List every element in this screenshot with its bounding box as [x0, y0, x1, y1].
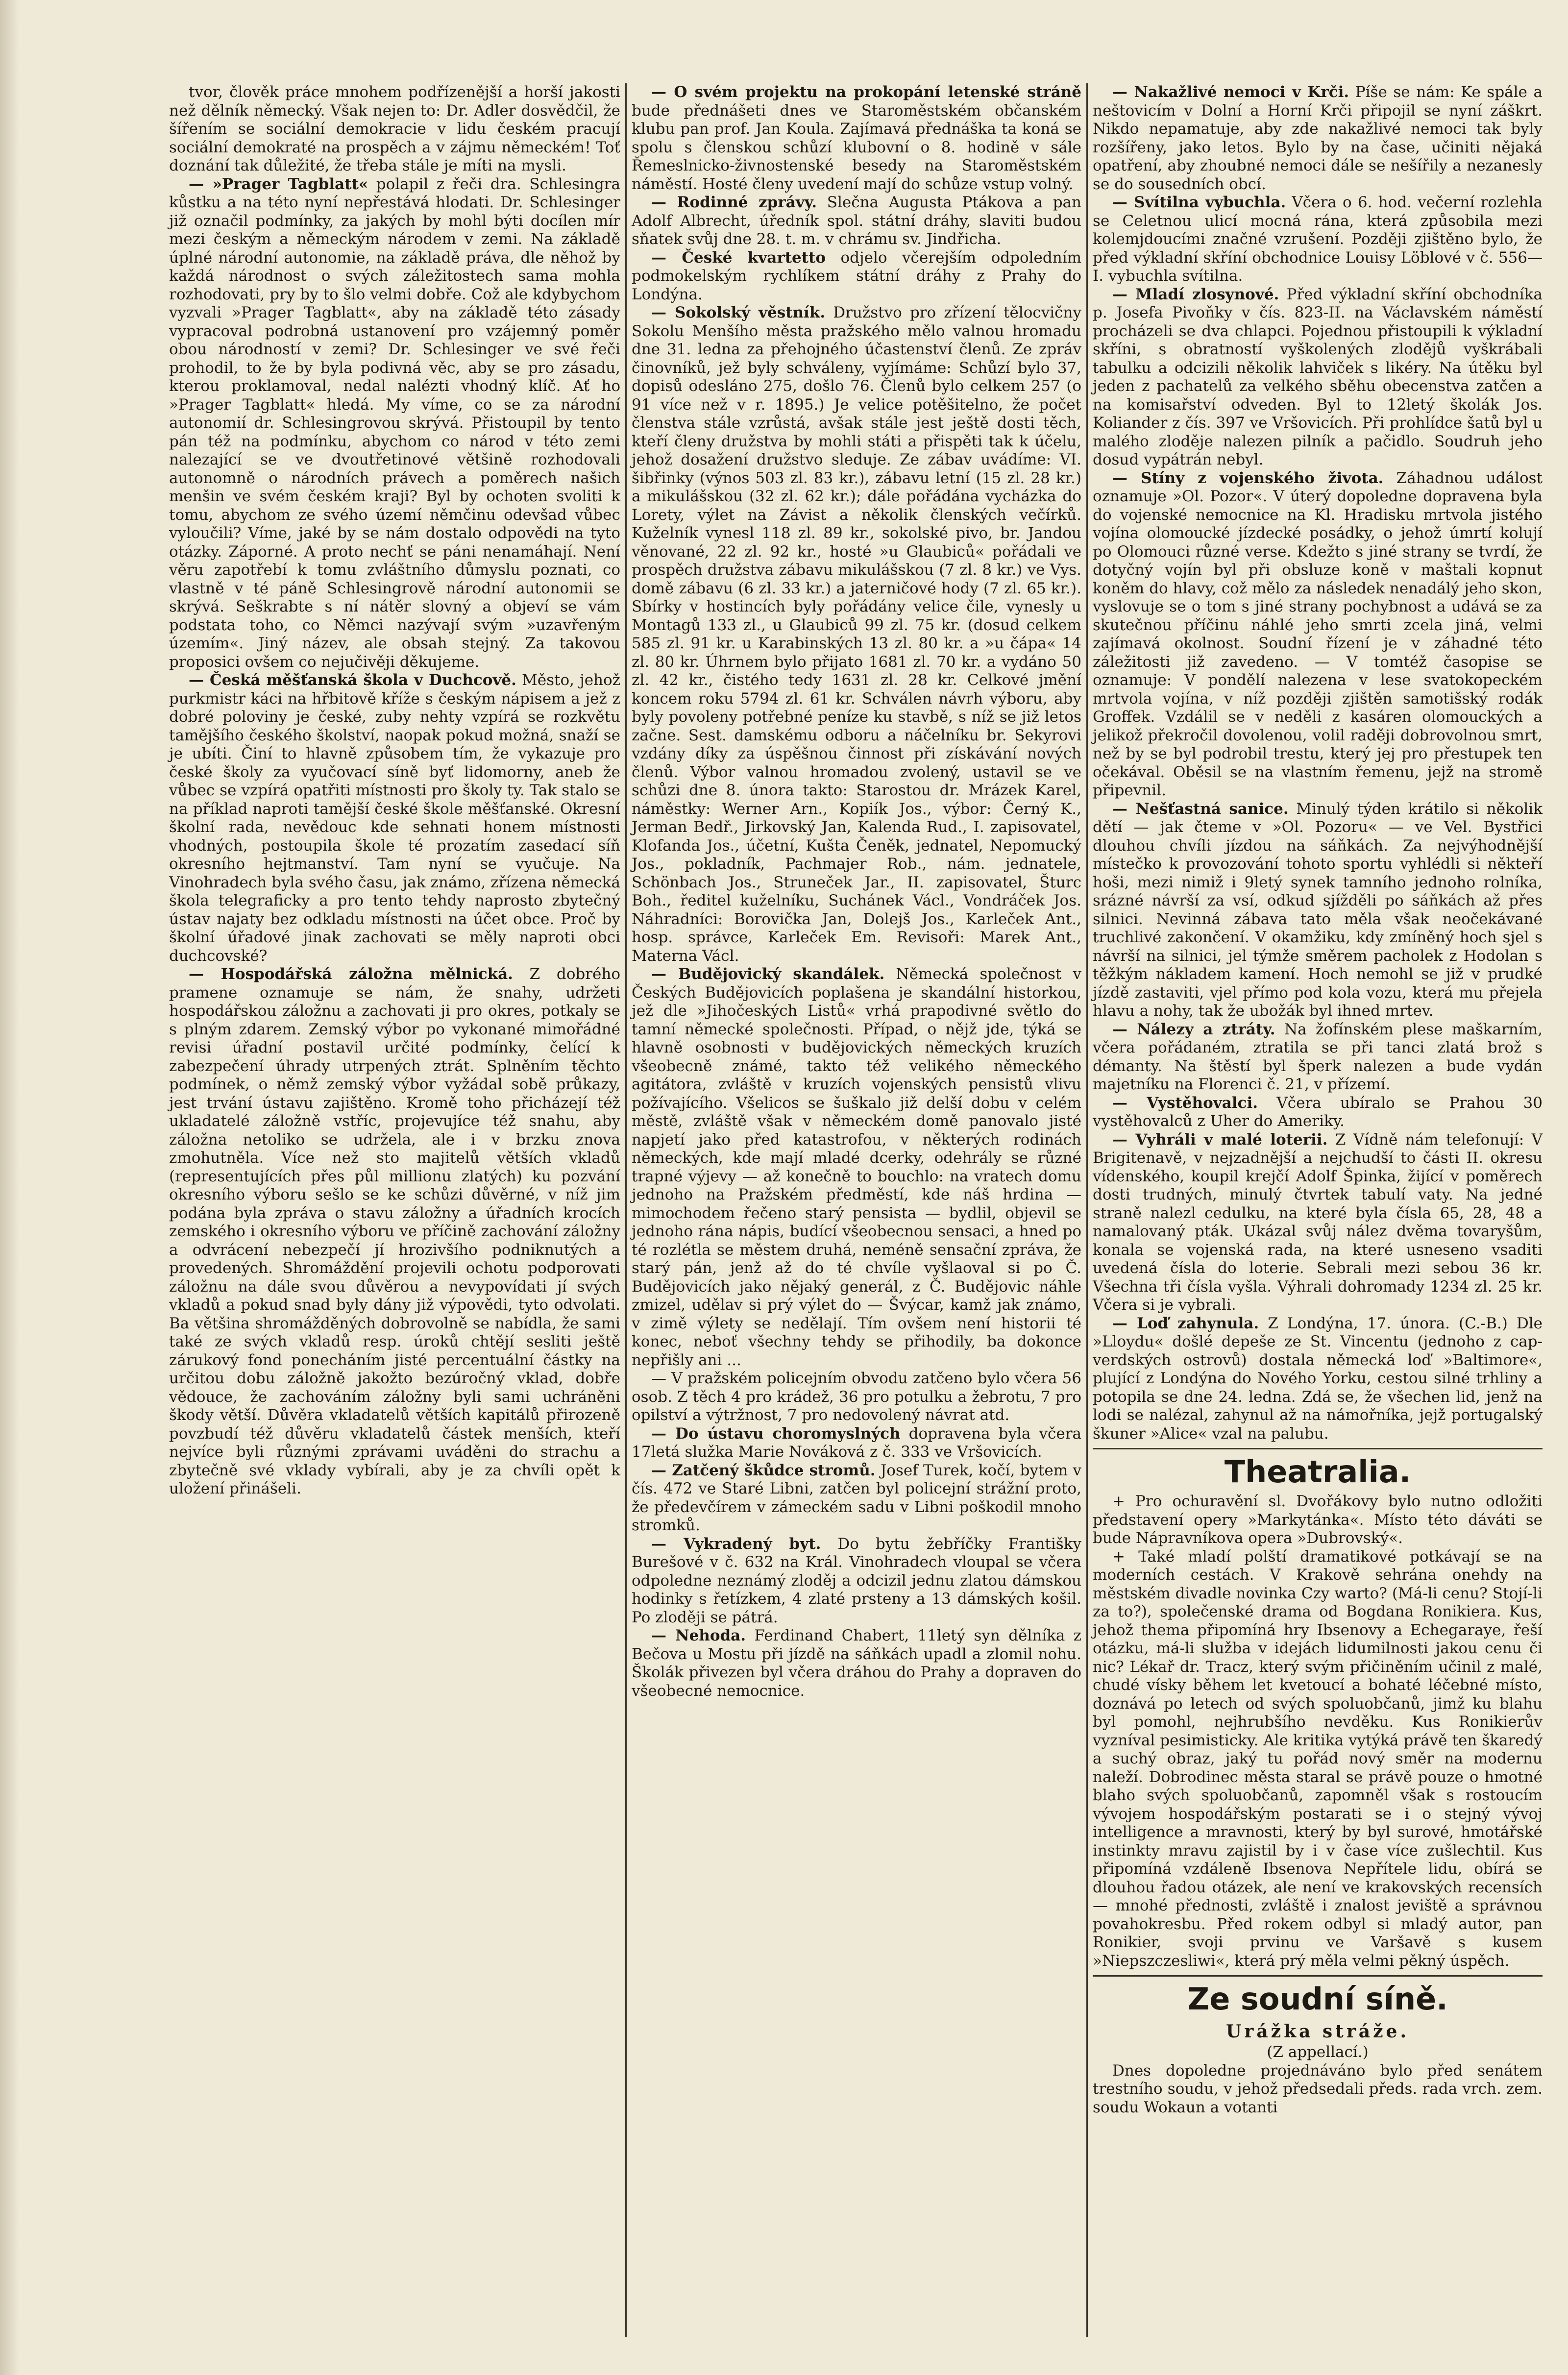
- article-paragraph: [632, 965, 1081, 1370]
- article-headline: — Vystěhovalci.: [1112, 1094, 1258, 1112]
- article-paragraph: [169, 175, 620, 672]
- article-headline: — O svém projektu na prokopání letenské stráně: [651, 83, 1081, 101]
- article-paragraph: [1093, 469, 1543, 800]
- article-paragraph: [169, 83, 620, 175]
- article-paragraph: [1093, 83, 1543, 194]
- article-text: Záhadnou událost oznamuje »Ol. Pozor«. V úterý dopoledne dopravena byla do vojenské nemocnice na Kl. Hradisku mrtvola jistého vojína olomoucké jízdecké posádky, o jehož úmrtí kolují po Olomouci různé verse. Kdežto s jiné strany se tvrdí, že dotyčný vojín byl při obsluze koně v maštali kopnut koněm do hlavy, což mělo za následek nenadálý jeho skon, vyslovuje se o tom s jiné strany pochybnost a udává se za skutečnou příčinu náhlé jeho smrti zcela jiná, velmi zajímavá okolnost. Soudní řízení je v záhadné této záležitosti již zavedeno. — V tomtéž časopise se oznamuje: V pondělí nalezena v lese svatokopeckém mrtvola vojína, v níž později zjištěn samotišský rodák Groffek. Vzdálil se v neděli z kasáren olomouckých a jelikož překročil dovolenou, volil raději dobrovolnou smrt, než by se byl podrobil trestu, který jej pro přestupek ten očekával. Oběsil se na vlastním řemenu, jejž na stromě připevnil.: [1093, 469, 1543, 799]
- article-headline: — Loď zahynula.: [1112, 1314, 1259, 1332]
- article-headline: — Rodinné zprávy.: [651, 194, 817, 211]
- article-headline: — Do ústavu choromyslných: [651, 1424, 901, 1443]
- article-text: Na žofínském plese maškarním, včera pořádaném, ztratila se při tanci zlatá brož s démanty. Na štěstí byl šperk nalezen a bude vydán majetníku na Florenci č. 21, v přízemí.: [1093, 1020, 1543, 1093]
- article-paragraph: [632, 83, 1081, 194]
- article-text: + Pro ochuravění sl. Dvořákovy bylo nutno odložiti představení opery »Markytánka«. Místo této dáváti se bude Nápravníkova opera »Dubrovský«.: [1093, 1493, 1543, 1547]
- theatre-items: [1093, 1493, 1543, 1970]
- article-headline: — Stíny z vojenského života.: [1112, 469, 1384, 487]
- article-text: Slečna Augusta Ptákova a pan Adolf Albrecht, úředník spol. státní dráhy, slaviti budou sňatek svůj dne 28. t. m. v chrámu sv. Jindřicha.: [632, 194, 1081, 248]
- article-headline: — Nakažlivé nemoci v Krči.: [1112, 83, 1349, 101]
- article-headline: — Svítilna vybuchla.: [1112, 194, 1286, 211]
- article-text: tvor, člověk práce mnohem podřízenější a horší jakosti než dělník německý. Však nejen to: Dr. Adler dosvědčil, že šířením se sociální demokracie v lidu českém pracují sociální demokraté na prospěch a v zájmu německém! Toť doznání tak důležité, že třeba stále je míti na mysli.: [169, 83, 620, 174]
- column-left: [164, 83, 625, 2337]
- article-paragraph: Dnes dopoledne projednáváno bylo před senátem trestního soudu, v jehož předsedali předs. rada vrch. zem. soudu Wokaun a votanti: [1093, 2061, 1543, 2116]
- article-paragraph: [169, 671, 620, 965]
- article-text: Včera ubíralo se Prahou 30 vystěhovalců z Uher do Ameriky.: [1093, 1094, 1543, 1130]
- article-headline: — »Prager Tagblatt«: [189, 175, 368, 193]
- article-headline: — Nehoda.: [651, 1627, 746, 1644]
- court-subheading: Urážka stráže.: [1225, 2021, 1409, 2042]
- article-headline: — Budějovický skandálek.: [651, 965, 885, 983]
- article-paragraph: [1093, 1021, 1543, 1094]
- article-paragraph: [1093, 194, 1543, 286]
- article-headline: — Hospodářská záložna mělnická.: [189, 965, 513, 983]
- article-paragraph: [1093, 1315, 1543, 1444]
- article-paragraph: [1093, 1493, 1543, 1548]
- article-text: Z Londýna, 17. února. (C.-B.) Dle »Lloydu« došlé depeše ze St. Vincentu (jednoho z cap-verdských ostrovů) dostala německá loď »Baltimore«, plující z Londýna do Nového Yorku, cestou silné trhliny a potopila se dne 24. ledna. Zdá se, že všechen lid, jenž na lodi se nalézal, zahynul až na námořníka, jejž portugalský škuner »Alice« vzal na palubu.: [1093, 1314, 1543, 1443]
- article-paragraph: [632, 304, 1081, 965]
- article-paragraph: [1093, 1548, 1543, 1971]
- article-text: Před výkladní skříní obchodníka p. Josefa Pivoňky v čís. 823-II. na Václavském náměstí procházeli se dva chlapci. Pojednou přistoupili k výkladní skříni, s obratností vyškolených zlodějů vyškrábali tabulku a odcizili několik lahviček s likéry. Na útěku byl jeden z pachatelů za velkého sběhu obecenstva zatčen a na komisařství odveden. Byl to 12letý školák Jos. Koliander z čís. 397 ve Vršovicích. Při prohlídce šatů byl u malého zloděje nalezen pilník a pačidlo. Soudruh jeho dosud vypátrán nebyl.: [1093, 285, 1543, 468]
- column-middle: [625, 83, 1086, 2337]
- news-items: [1093, 83, 1543, 1443]
- article-text: odjelo včerejším odpoledním podmokelským rychlíkem státní dráhy z Prahy do Londýna.: [632, 248, 1082, 303]
- article-text: dopravena byla včera 17letá služka Marie Nováková z č. 333 ve Vršovicích.: [632, 1424, 1081, 1461]
- article-headline: — Vyhráli v malé loterii.: [1112, 1130, 1328, 1149]
- columns: [164, 83, 1548, 2337]
- divider: [1093, 1448, 1543, 1449]
- article-headline: — Sokolský věstník.: [651, 304, 826, 321]
- divider: [1093, 1975, 1543, 1977]
- article-paragraph: [632, 1535, 1081, 1627]
- court-subheading-note: (Z appellací.): [1267, 2043, 1369, 2061]
- theatralia-heading: Theatralia.: [1224, 1454, 1411, 1490]
- article-headline: — Česká měšťanská škola v Duchcově.: [189, 671, 516, 689]
- article-text: Minulý týden krátilo si několik dětí — jak čteme v »Ol. Pozoru« — ve Vel. Bystřici dlouhou chvíli jízdou na sáňkách. Za nejvýhodnější místečko k provozování tohoto sportu vyhlédli si někteří hoši, mezi nimiž i 9letý synek tamního jednoho rolníka, srázné návrší za vsí, odkud sjížděli po sáňkách až přes silnici. Nevinná zábava tato měla však neočekávané truchlivé zakončení. V okamžiku, kdy zmíněný hoch sjel s návrší na silnici, jel týmže směrem pacholek z Hodolan s těžkým nákladem kamení. Hoch nemohl se již v prudké jízdě zastaviti, vjel přímo pod kola vozu, která mu přejela hlavu a nohy, tak že ubožák byl ihned mrtev.: [1093, 800, 1543, 1020]
- article-paragraph: [1093, 1094, 1543, 1131]
- article-headline: — Nálezy a ztráty.: [1112, 1020, 1275, 1038]
- article-text: bude přednášeti dnes ve Staroměstském občanském klubu pan prof. Jan Koula. Zajímavá přednáška ta koná se spolu s členskou schůzí klubovní o 8. hodině v sále Řemeslnicko-živnostenské besedy na Staroměstském náměstí. Hosté členy uvedení mají do schůze vstup volný.: [632, 101, 1081, 193]
- article-headline: — Vykradený byt.: [651, 1535, 821, 1553]
- article-text: polapil z řeči dra. Schlesingra kůstku a na této nyní nepřestává hlodati. Dr. Schlesinger již označil podmínky, za jakých by mohl býti docílen mír mezi českým a německým národem v zemi. Na základě úplné národní autonomie, na základě práva, dle něhož by každá národnost o svých záležitostech sama mohla rozhodovati, pry by to šlo velmi dobře. Což ale kdybychom vyzvali »Prager Tagblatt«, aby na základě této zásady vypracoval podrobná ustanovení pro vzájemný poměr obou národností v zemi? Dr. Schlesinger ve své řeči prohodil, to že by byla podivná věc, aby se pro zásadu, kterou proklamoval, nedal nalézti vhodný klíč. Ať ho »Prager Tagblatt« hledá. My víme, co se za národní autonomií dr. Schlesingrovou skrývá. Přistoupil by tento pán též na podmínku, abychom co národ v této zemi nalezající se ve dvoutřetinové většině rozhodovali autonomně o národních právech a poměrech našich menšin ve svém českém kraji? Byl by ochoten svoliti k tomu, abychom ze svého území němčinu odevšad vůbec vyloučili? Víme, jaké by se nám dostalo odpovědi na tyto otázky. Záporné. A proto nechť se páni nenamáhají. Není věru zapotřebí k tomu zvláštního důmyslu poznati, co vlastně v té páně Schlesingrově národní autonomii se skrývá. Seškrabte s ní nátěr slovný a objeví se vám podstata toho, co Němci nazývají svým »uzavřeným územím«. Jiný název, ale obsah stejný. Za takovou proposici ovšem co nejučivěji děkujeme.: [169, 175, 620, 671]
- article-paragraph: [1093, 800, 1543, 1021]
- article-paragraph: [1093, 286, 1543, 469]
- article-headline: — České kvartetto: [651, 248, 826, 267]
- article-text: Německá společnost v Českých Budějovicích poplašena je skandální historkou, jež dle »Jihočeských Listů« vrhá prapodivné světlo do tamní německé společnosti. Případ, o nějž jde, týká se hlavně osobnosti v budějovických německých kruzích všeobecně známé, takto též velikého německého agitátora, zvláště v kruzích vojenských pensistů vlivu požívajícího. Všelicos se šuškalo již delší dobu v celém městě, zvláště však v německém domě panovalo jisté napjetí jako před katastrofou, v některých rodinách německých, kde mají mladé dcerky, odehrály se různé trapné výjevy — až konečně to bouchlo: na vratech domu jednoho na Pražském předměstí, kde náš hrdina — mimochodem řečeno starý pensista — bydlil, objevil se jednoho rána nápis, budící všeobecnou sensaci, a hned po té rozlétla se městem druhá, neméně sensační zpráva, že starý pán, jenž až do té chvíle vyšlaoval si po Č. Budějovicích jako nějaký generál, z Č. Budějovic náhle zmizel, udělav si prý výlet do — Švýcar, kamž jak známo, v zimě výlety se nedělají. Tím ovšem není historii té konec, neboť všechny tehdy se přihodily, ba dokonce nepřišly ani ...: [632, 965, 1081, 1369]
- article-headline: — Zatčený škůdce stromů.: [651, 1461, 876, 1479]
- article-paragraph: [169, 965, 620, 1498]
- article-text: Píše se nám: Ke spále a neštovicím v Dolní a Horní Krči připojil se nyní záškrt. Nikdo nepamatuje, aby zde nakažlivé nemoci tak byly rozšířeny, jako letos. Bylo by na čase, učiniti nějaká opatření, aby zhoubné nemoci dále se nešířily a nezanesly se do sousedních obcí.: [1093, 83, 1543, 193]
- article-text: Družstvo pro zřízení tělocvičny Sokolu Menšího města pražského mělo valnou hromadu dne 31. ledna za přehojného účastenství členů. Ze zpráv činovníků, jež byly schváleny, vyjímáme: Schůzí bylo 37, dopisů odesláno 275, došlo 76. Členů bylo celkem 257 (o 91 více než v r. 1895.) Je velice potěšitelno, že počet členstva stále vzrůstá, avšak stále jest ještě dosti těch, kteří členy družstva by mohli státi a přispěti tak k účelu, jehož dosažení družstvo sleduje. Ze zábav uvádíme: VI. šibřinky (výnos 503 zl. 83 kr.), zábavu letní (15 zl. 28 kr.) a mikulášskou (32 zl. 62 kr.); dále pořádána vycházka do Lorety, výlet na Závist a několik členských večírků. Kuželník vynesl 118 zl. 89 kr., sokolské pivo, br. Jandou věnované, 22 zl. 92 kr., hosté »u Glaubiců« pořádali ve prospěch družstva zábavu mikulášskou (7 zl. 8 kr.) ve Vys. domě zábavu (6 zl. 33 kr.) a jaterničové hody (7 zl. 65 kr.). Sbírky v hostincích byly pořádány velice čile, vynesly u Montagů 133 zl., u Glaubiců 99 zl. 75 kr. (dosud celkem 585 zl. 91 kr. u Karabinských 13 zl. 80 kr. a »u čápa« 14 zl. 80 kr. Úhrnem bylo přijato 1681 zl. 70 kr. a vydáno 50 zl. 42 kr., čistého tedy 1631 zl. 28 kr. Celkové jmění koncem roku 5794 zl. 61 kr. Schválen návrh výboru, aby byly povoleny potřebné peníze ku stavbě, s níž se již letos začne. Sest. damskému odboru a náčelníku br. Sekyrovi vzdány díky za úspěšnou činnost při získávání nových členů. Výbor valnou hromadou zvolený, ustavil se ve schůzi dne 8. února takto: Starostou dr. Mrázek Karel, náměstky: Werner Arn., Kopiík Jos., výbor: Černý K., Jerman Bedř., Jirkovský Jan, Kalenda Rud., I. zapisovatel, Klofanda Jos., účetní, Kušta Čeněk, jednatel, Nepomucký Jos., pokladník, Pachmajer Rob., nám. jednatele, Schönbach Jos., Struneček Jar., II. zapisovatel, Šturc Boh., ředitel kuželníku, Suchánek Václ., Vondráček Jos. Náhradníci: Borovička Jan, Dolejš Jos., Karleček Ant., hosp. správce, Karleček Em. Revisoři: Marek Ant., Materna Václ.: [632, 304, 1081, 965]
- article-paragraph: — V pražském policejním obvodu zatčeno bylo včera 56 osob. Z těch 4 pro krádež, 36 pro potulku a žebrotu, 7 pro opilství a výtržnost, 7 pro nedovolený návrat atd.: [632, 1370, 1081, 1424]
- court-items: [1093, 2062, 1543, 2117]
- article-text: Město, jehož purkmistr káci na hřbitově kříže s českým nápisem a jež z dobré poloviny je české, zuby nehty vzpírá se rozkvětu tamějšího českého školství, naopak pokud možná, snaží se je ubíti. Činí to hlavně způsobem tím, že vykazuje pro české školy za vyučovací síně byť lidomorny, aneb že vůbec se vzpírá opatřiti místnosti pro školy ty. Tak stalo se na příklad naproti tamější české škole měšťanské. Okresní školní rada, nevědouc kde sehnati honem místnosti vhodných, postoupila škole té prozatím zasedací síň okresního hejtmanství. Tam nyní se vyučuje. Na Vinohradech byla svého času, jak známo, zřízena německá škola telegraficky a pro tento tehdy naprosto zbytečný ústav najaty bez odkladu místnosti na účet obce. Proč by školní úřadové jinak zachovati se měly naproti obci duchcovské?: [169, 671, 620, 965]
- column-right: [1086, 83, 1547, 2337]
- article-paragraph: [632, 249, 1081, 304]
- article-paragraph: [632, 1462, 1081, 1535]
- article-text: Ferdinand Chabert, 11letý syn dělníka z Bečova u Mostu při jízdě na sáňkách upadl a zlomil nohu. Školák přivezen byl včera dráhou do Prahy a dopraven do všeobecné nemocnice.: [632, 1627, 1082, 1700]
- article-headline: — Nešťastná sanice.: [1112, 800, 1289, 818]
- article-headline: — Mladí zlosynové.: [1112, 285, 1279, 303]
- court-heading: Ze soudní síně.: [1187, 1981, 1448, 2017]
- article-text: Z dobrého pramene oznamuje se nám, že snahy, udržeti hospodářskou záložnu a zachovati ji pro okres, potkaly se s plným zdarem. Zemský výbor po vykonané mimořádné revisi úřadní postavil určité podmínky, čelící k zabezpečení úhrady utrpených ztrát. Splněním těchto podmínek, o němž zemský výbor vyžádal sobě průkazy, jest trvání ústavu zajištěno. Kromě toho přicházejí též ukladatelé záložně vstříc, projevujíce též snahu, aby záložna netoliko se udržela, ale i v brzku znova zmohutněla. Více než sto majitelů větších vkladů (representujících přes půl millionu zlatých) ku pozvání okresního výboru sešlo se ke schůzi důvěrné, v níž jim podána byla zpráva o stavu záložny a úřadních krocích zemského i okresního výboru ve příčině zachování záložny a odvrácení nebezpečí jí hrozivšího podniknutých a provedených. Shromáždění projevili ochotu podporovati záložnu na dále svou důvěrou a nevypovídati jí svých vkladů a pokud snad byly dány již výpovědi, tyto odvolati. Ba většina shromážděných dobrovolně se nabídla, že sami také ze svých vkladů resp. úroků chtějí sesliti ještě zárukový fond ponecháním jisté percentuální částky na určitou dobu záložně jakožto bezúročný vklad, dobře vědouce, že zachováním záložny byli sami uchráněni škody větší. Důvěra vkladatelů větších kapitálů přirozeně povzbudí též důvěru vkladatelů částek menších, kteří nejvíce byli různými zprávami uváděni do strachu a zbytečně své vklady vybírali, aby je za chvíli opět k uložení přinášeli.: [169, 965, 621, 1497]
- article-text: + Také mladí polští dramatikové potkávají se na moderních cestách. V Krakově sehrána onehdy na městském divadle novinka Czy warto? (Má-li cenu? Stojí-li za to?), společenské drama od Bogdana Ronikiera. Kus, jehož thema připomíná hry Ibsenovy a Echegaraye, řeší otázku, má-li služba v idejách lidumilnosti jakou cenu či nic? Lékař dr. Tracz, který svým přičiněním učinil z malé, chudé vísky během let kvetoucí a bohaté léčebné místo, doznává po letech od svých spoluobčanů, jimž ku blahu byl pomohl, nejhrubšího nevděku. Kus Ronikierův vyzníval pesimisticky. Ale kritika vytýká právě ten škaredý a suchý obraz, jaký tu pořád nový směr na modernu naleží. Dobrodinec města staral se právě pouze o hmotné blaho svých spoluobčanů, zapomněl však s rostoucím vývojem hospodářským postarati se i o stejný vývoj intelligence a mravnosti, který by byl surové, hmotářské instinkty mravu zajistil by i v čase více zušlechtil. Kus připomíná vzdáleně Ibsenova Nepřítele lidu, obírá se dlouhou řadou otázek, ale není ve krakovských recensích — mnohé přednosti, zvláště i znalost jeviště a správnou povahokresbu. Před rokem odbyl si mladý autor, pan Ronikier, svoji prvinu ve Varšavě s kusem »Niepszczesliwi«, která prý měla velmi pěkný úspěch.: [1093, 1547, 1543, 1970]
- article-paragraph: [632, 1425, 1081, 1462]
- article-text: Z Vídně nám telefonují: V Brigitenavě, v nejzadnější a nejchudší to části II. okresu vídenského, koupil krejčí Adolf Špinka, žijící v poměrech dosti trudných, minulý čtvrtek tabulí vaty. Na jedné straně nalezl cedulku, na které byla čísla 65, 28, 48 a namalovaný pták. Ukázal svůj nález dvěma tovaryšům, konala se vojenská rada, na které usneseno vsaditi uvedená čísla do loterie. Sebrali mezi sebou 36 kr. Všechna tři čísla vyšla. Výhrali dohromady 1234 zl. 25 kr. Včera si je vybrali.: [1093, 1130, 1543, 1314]
- article-paragraph: [632, 1627, 1081, 1700]
- article-paragraph: [632, 194, 1081, 249]
- article-text: Včera o 6. hod. večerní rozlehla se Celetnou ulicí mocná rána, která způsobila mezi kolemjdoucími značné vzrušení. Později zjištěno bylo, že před výkladní skříní obchodnice Louisy Löblové v č. 556—I. vybuchla svítilna.: [1093, 194, 1543, 285]
- page-edge: [0, 0, 20, 2375]
- article-text: Do bytu žebříčky Františky Burešové v č. 632 na Král. Vinohradech vloupal se včera odpoledne neznámý zloděj a odcizil jednu zlatou dámskou hodinky s řetízkem, 4 zlaté prsteny a 13 dámských košil. Po zloději se pátrá.: [632, 1535, 1081, 1626]
- article-paragraph: [1093, 1131, 1543, 1315]
- article-text: Josef Turek, kočí, bytem v čís. 472 ve Staré Libni, zatčen byl policejní strážní proto, že předevčírem v zámeckém sadu v Libni poškodil mnoho stromků.: [632, 1461, 1081, 1534]
